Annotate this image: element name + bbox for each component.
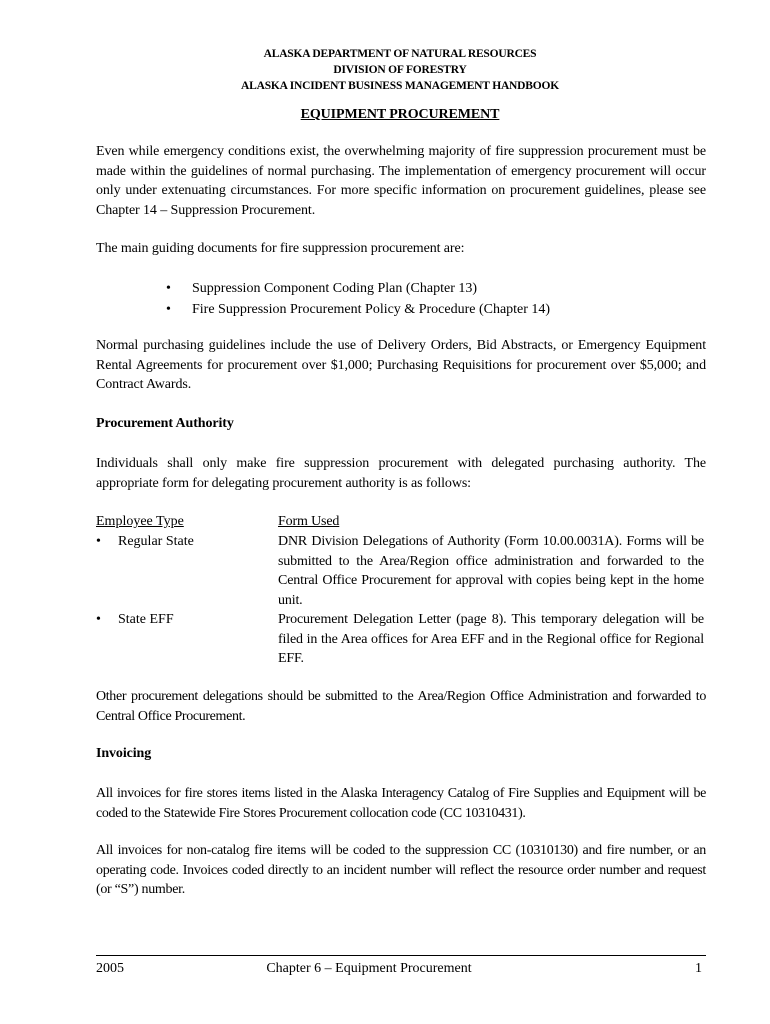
invoicing-paragraph-2: All invoices for non-catalog fire items will be coded to the suppression CC (10310130) and fire number, or an operating code. Invoices coded directly to an incident number will reflect the resource order number and request (or “S”) number.	[96, 843, 706, 897]
employee-type-eff: • State EFF	[96, 610, 266, 630]
header-agency: ALASKA DEPARTMENT OF NATURAL RESOURCES	[263, 48, 537, 60]
form-used-regular: DNR Division Delegations of Authority (Form 10.00.0031A). Forms will be submitted to the Area/Region office administration and forwarded to the Central Office Procurement for approval with copies being kept in the home unit.	[278, 534, 704, 608]
normal-purchasing-paragraph: Normal purchasing guidelines include the use of Delivery Orders, Bid Abstracts, or Emergency Equipment Rental Agreements for procurement over $1,000; Purchasing Requisitions for procurement over $5,000; and Contract Awards.	[96, 338, 706, 392]
procurement-authority-heading: Procurement Authority	[96, 416, 234, 431]
page-title: EQUIPMENT PROCUREMENT	[300, 107, 500, 122]
procurement-authority-text: Individuals shall only make fire suppression procurement with delegated purchasing authority. The appropriate form for delegating procurement authority is as follows:	[96, 456, 706, 491]
guiding-docs-list	[166, 278, 706, 320]
document-header	[0, 46, 770, 94]
list-item: • Suppression Component Coding Plan (Chapter 13)	[166, 278, 706, 299]
footer-divider	[96, 955, 706, 956]
page-footer	[96, 961, 706, 981]
header-handbook: ALASKA INCIDENT BUSINESS MANAGEMENT HANDBOOK	[241, 80, 559, 92]
invoicing-heading: Invoicing	[96, 746, 152, 761]
footer-year: 2005	[96, 961, 124, 976]
invoicing-paragraph-1: All invoices for fire stores items listed in the Alaska Interagency Catalog of Fire Supplies and Equipment will be coded to the Statewide Fire Stores Procurement collocation code (CC 10310431).	[96, 786, 706, 821]
other-delegations-paragraph: Other procurement delegations should be submitted to the Area/Region Office Administration and forwarded to Central Office Procurement.	[96, 689, 706, 724]
list-item: • Fire Suppression Procurement Policy & Procedure (Chapter 14)	[166, 299, 706, 320]
bullet-icon: •	[96, 534, 101, 549]
footer-chapter: Chapter 6 – Equipment Procurement	[266, 961, 472, 976]
bullet-icon: •	[96, 612, 101, 627]
guiding-intro: The main guiding documents for fire suppression procurement are:	[96, 241, 465, 256]
header-division: DIVISION OF FORESTRY	[333, 64, 467, 76]
form-used-eff: Procurement Delegation Letter (page 8). This temporary delegation will be filed in the Area offices for Area EFF and in the Regional office for Regional EFF.	[278, 612, 704, 666]
employee-type-header: Employee Type	[96, 514, 184, 529]
intro-paragraph: Even while emergency conditions exist, the overwhelming majority of fire suppression procurement must be made within the guidelines of normal purchasing. The implementation of emergency procurement will occur only under extenuating circumstances. For more specific information on procurement guidelines, please see Chapter 14 – Suppression Procurement.	[96, 144, 706, 218]
footer-page-number: 1	[695, 961, 702, 976]
employee-type-regular: • Regular State	[96, 532, 266, 552]
form-used-header: Form Used	[278, 514, 340, 529]
